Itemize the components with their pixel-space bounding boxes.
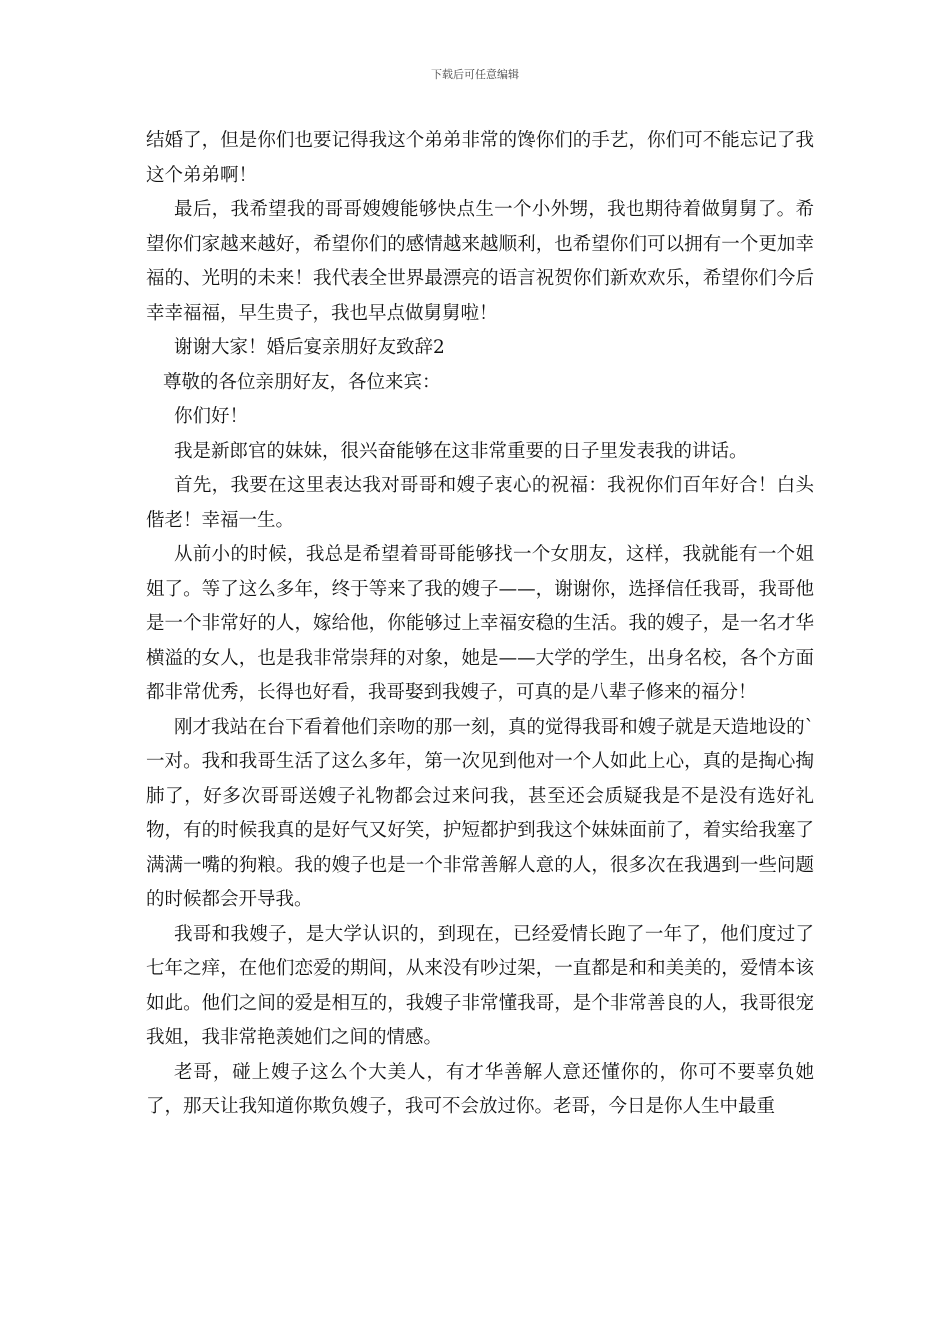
paragraph: 你们好！ bbox=[174, 406, 249, 427]
paragraph: 结婚了，但是你们也要记得我这个弟弟非常的馋你们的手艺，你们可不能忘记了我这个弟弟啊！ bbox=[146, 130, 814, 186]
page-header: 下载后可任意编辑 bbox=[431, 68, 519, 81]
paragraph: 我哥和我嫂子，是大学认识的，到现在，已经爱情长跑了一年了，他们度过了七年之痒，在他们恋爱的期间，从来没有吵过架，一直都是和和美美的，爱情本该如此。他们之间的爱是相互的，我嫂子非常懂我哥，是个非常善良的人，我哥很宠我姐，我非常艳羡她们之间的情感。 bbox=[146, 923, 814, 1048]
paragraph: 尊敬的各位亲朋好友，各位来宾： bbox=[163, 371, 441, 393]
paragraph: 老哥，碰上嫂子这么个大美人，有才华善解人意还懂你的，你可不要辜负她了，那天让我知道你欺负嫂子，我可不会放过你。老哥，今日是你人生中最重 bbox=[146, 1061, 814, 1117]
paragraph: 首先，我要在这里表达我对哥哥和嫂子衷心的祝福：我祝你们百年好合！白头偕老！幸福一生。 bbox=[146, 475, 814, 531]
paragraph: 最后，我希望我的哥哥嫂嫂能够快点生一个小外甥，我也期待着做舅舅了。希望你们家越来越好，希望你们的感情越来越顺利，也希望你们可以拥有一个更加幸福的、光明的未来！我代表全世界最漂亮的语言祝贺你们新欢欢乐，希望你们今后幸幸福福，早生贵子，我也早点做舅舅啦！ bbox=[146, 199, 814, 324]
paragraph: 刚才我站在台下看着他们亲吻的那一刻，真的觉得我哥和嫂子就是天造地设的`一对。我和我哥生活了这么多年，第一次见到他对一个人如此上心，真的是掏心掏肺了，好多次哥哥送嫂子礼物都会过来问我，甚至还会质疑我是不是没有选好礼物，有的时候我真的是好气又好笑，护短都护到我这个妹妹面前了，着实给我塞了满满一嘴的狗粮。我的嫂子也是一个非常善解人意的人，很多次在我遇到一些问题的时候都会开导我。 bbox=[146, 716, 814, 910]
paragraph: 谢谢大家！婚后宴亲朋好友致辞2 bbox=[174, 337, 445, 358]
paragraph: 我是新郎官的妹妹，很兴奋能够在这非常重要的日子里发表我的讲话。 bbox=[174, 440, 748, 462]
document-body bbox=[146, 124, 814, 1125]
paragraph: 从前小的时候，我总是希望着哥哥能够找一个女朋友，这样，我就能有一个姐姐了。等了这么多年，终于等来了我的嫂子——，谢谢你，选择信任我哥，我哥他是一个非常好的人，嫁给他，你能够过上幸福安稳的生活。我的嫂子，是一名才华横溢的女人，也是我非常崇拜的对象，她是——大学的学生，出身名校，各个方面都非常优秀，长得也好看，我哥娶到我嫂子，可真的是八辈子修来的福分！ bbox=[146, 544, 814, 703]
